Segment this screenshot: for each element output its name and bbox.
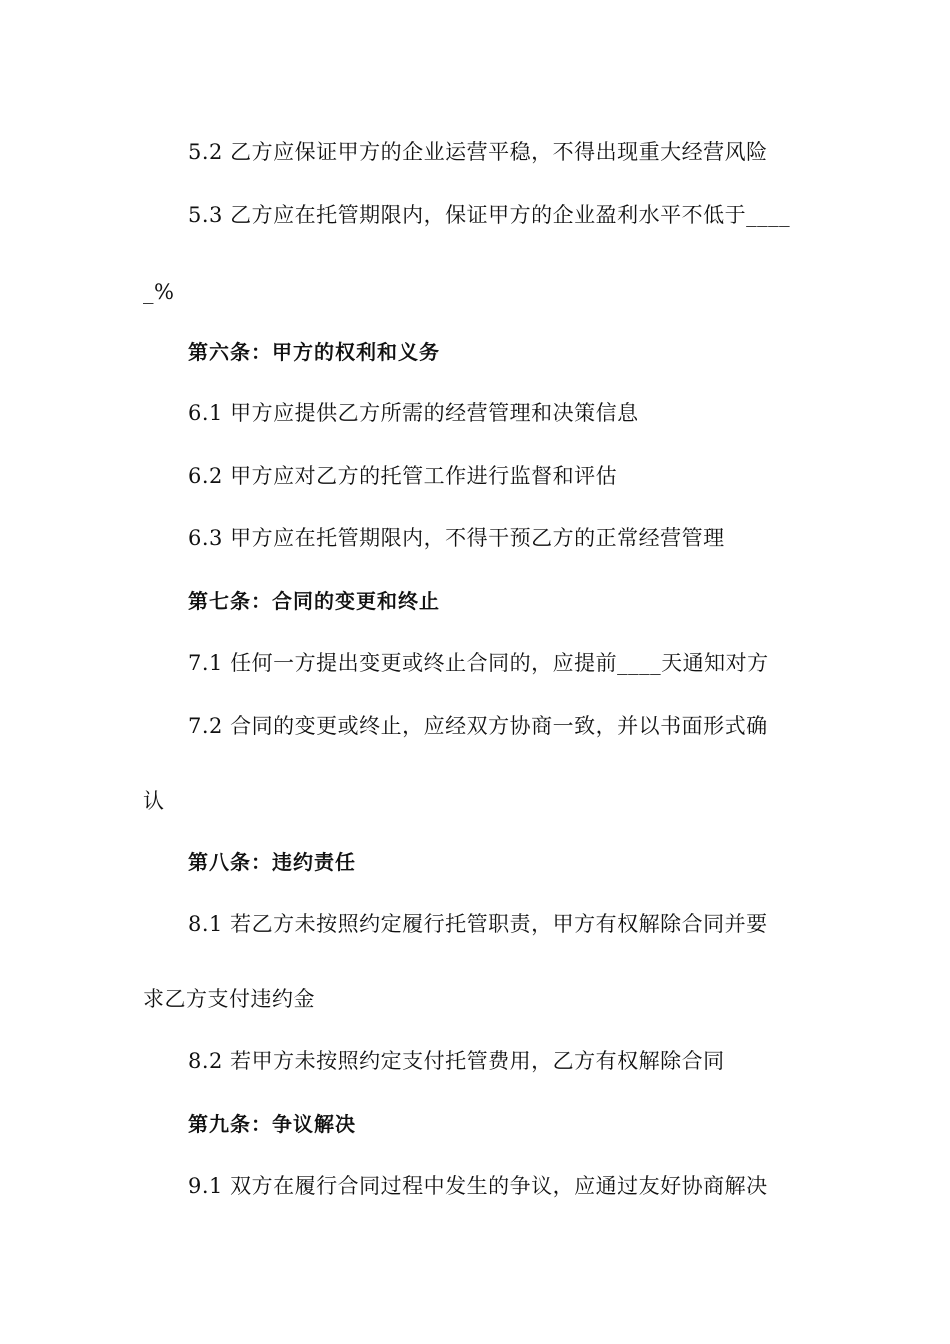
section-heading-9: 第九条：争议解决 (188, 1112, 356, 1136)
clause-7-1: 7.1 任何一方提出变更或终止合同的，应提前____天通知对方 (188, 651, 769, 675)
section-heading-8: 第八条：违约责任 (188, 850, 356, 874)
clause-8-1: 8.1 若乙方未按照约定履行托管职责，甲方有权解除合同并要 (188, 912, 768, 936)
clause-8-2: 8.2 若甲方未按照约定支付托管费用，乙方有权解除合同 (188, 1049, 725, 1073)
clause-6-1: 6.1 甲方应提供乙方所需的经营管理和决策信息 (188, 401, 639, 425)
clause-7-2: 7.2 合同的变更或终止，应经双方协商一致，并以书面形式确 (188, 714, 768, 738)
clause-8-1-continuation: 求乙方支付违约金 (143, 987, 315, 1011)
section-heading-6: 第六条：甲方的权利和义务 (188, 340, 440, 364)
clause-5-3: 5.3 乙方应在托管期限内，保证甲方的企业盈利水平不低于____ (188, 203, 791, 227)
clause-6-3: 6.3 甲方应在托管期限内，不得干预乙方的正常经营管理 (188, 526, 725, 550)
clause-9-1: 9.1 双方在履行合同过程中发生的争议，应通过友好协商解决 (188, 1174, 768, 1198)
clause-6-2: 6.2 甲方应对乙方的托管工作进行监督和评估 (188, 464, 618, 488)
clause-7-2-continuation: 认 (143, 789, 165, 813)
section-heading-7: 第七条：合同的变更和终止 (188, 589, 440, 613)
clause-5-3-continuation: _% (143, 280, 175, 304)
clause-5-2: 5.2 乙方应保证甲方的企业运营平稳，不得出现重大经营风险 (188, 140, 768, 164)
